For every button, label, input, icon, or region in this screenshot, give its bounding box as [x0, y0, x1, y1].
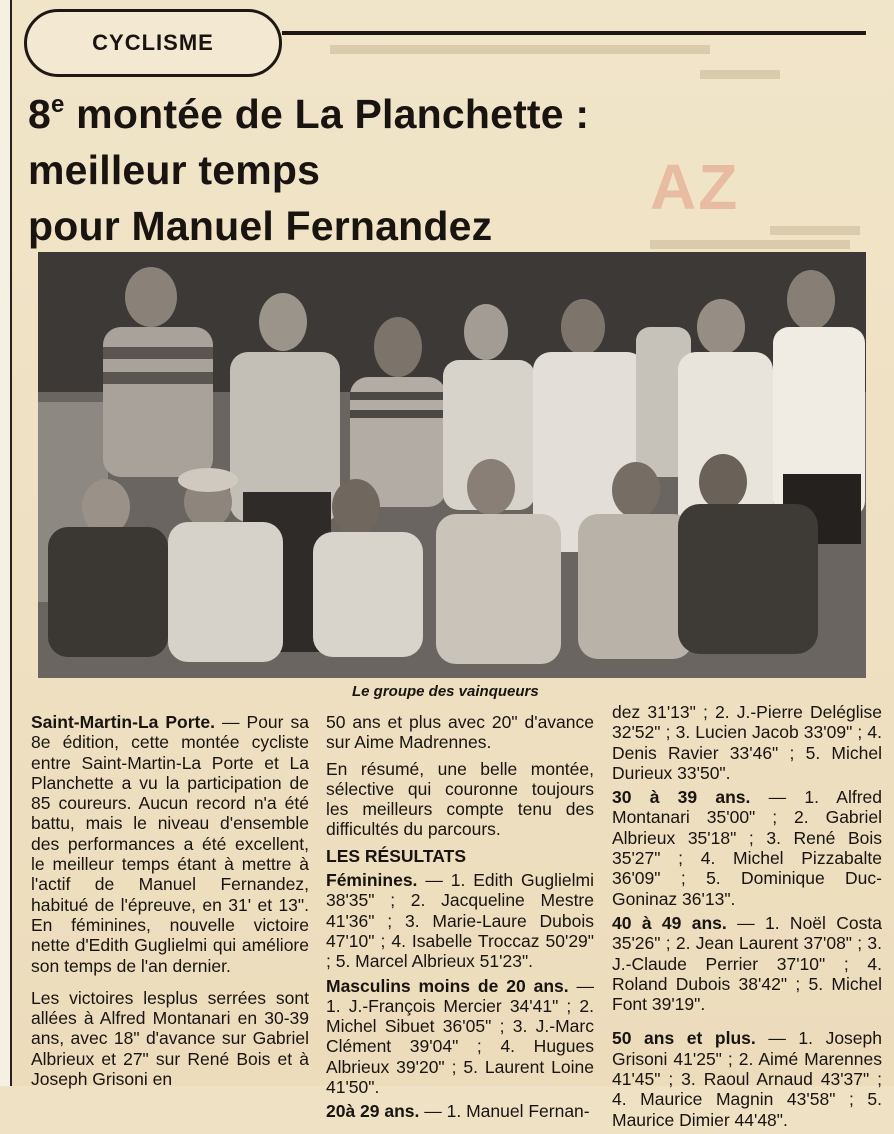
- paragraph-text: — Pour sa 8e édition, cette montée cycliste entre Saint-Martin-La Porte et La Planchette a vu la participation de 85 coureurs. Aucun record n'a été battu, mais le niveau d'ensemble des performances a été excellent, le meilleur temps étant à mettre à l'actif de Manuel Fernandez, habitué de l'épreuve, en 31' et 13". En féminines, nouvelle victoire nette d'Edith Guglielmi qui améliore son temps de l'an dernier.: [31, 712, 309, 976]
- headline-line-3: pour Manuel Fernandez: [28, 203, 493, 249]
- headline: [28, 86, 808, 254]
- result-text: — 1. Joseph Grisoni 41'25" ; 2. Aimé Marennes 41'45" ; 3. Raoul Arnaud 43'37" ; 4. Maurice Magnin 43'58" ; 5. Maurice Dimier 44'48".: [612, 1028, 882, 1130]
- group-photo: [38, 252, 866, 678]
- result-30-39: [612, 787, 882, 909]
- result-text: — 1. Manuel Fernan-: [419, 1101, 590, 1122]
- photo-caption: Le groupe des vainqueurs: [352, 683, 539, 700]
- result-50-plus: [612, 1028, 882, 1129]
- article-paragraph-3: 50 ans et plus avec 20" d'avance sur Aime Madrennes.: [326, 712, 594, 753]
- article-paragraph-4: En résumé, une belle montée, sélective qui couronne toujours les meilleurs compte tenu des difficultés du parcours.: [326, 758, 594, 840]
- dateline: Saint-Martin-La Porte.: [31, 712, 215, 732]
- section-rule: [282, 31, 866, 35]
- result-text: — 1. Alfred Montanari 35'00" ; 2. Gabriel Albrieux 35'18" ; 3. René Bois 35'27" ; 4. Michel Pizzabalte 36'09" ; 5. Dominique Duc-Goninaz 36'13".: [612, 787, 882, 909]
- headline-line-2: meilleur temps: [28, 147, 321, 193]
- article-column-3: [612, 702, 882, 1134]
- section-label: CYCLISME: [92, 30, 214, 55]
- section-tag: [24, 9, 282, 77]
- photo-figures: [38, 252, 866, 678]
- result-20-29-start: [326, 1101, 594, 1121]
- article-paragraph-1: [31, 712, 309, 976]
- headline-number: 8: [28, 91, 52, 137]
- result-category: Masculins moins de 20 ans.: [326, 975, 569, 996]
- result-category: 30 à 39 ans.: [612, 787, 751, 808]
- column-rule: [10, 0, 12, 1086]
- result-text: — 1. Noël Costa 35'26" ; 2. Jean Laurent 37'08" ; 3. J.-Claude Perrier 37'10" ; 4. Roland Dubois 38'42" ; 5. Michel Font 39'19".: [612, 912, 882, 1015]
- result-category: Féminines.: [326, 870, 418, 891]
- result-feminines: [326, 870, 594, 971]
- results-heading: LES RÉSULTATS: [326, 845, 466, 866]
- bleed-through-text: AZ: [650, 151, 740, 223]
- article-column-2: [326, 712, 594, 1126]
- article-column-1: [31, 712, 309, 1095]
- bleed-through-line: [700, 70, 780, 79]
- page-margin: [0, 0, 10, 1086]
- headline-text: montée de La Planchette :: [64, 91, 590, 137]
- article-paragraph-2: Les victoires lesplus serrées sont allées à Alfred Montanari en 30-39 ans, avec 18" d'avance sur Gabriel Albrieux et 27" sur René Bois et à Joseph Grisoni en: [31, 987, 309, 1090]
- result-under-20: [326, 976, 594, 1098]
- headline-line-1: [28, 86, 808, 142]
- result-category: 40 à 49 ans.: [612, 912, 727, 933]
- result-category: 50 ans et plus.: [612, 1028, 756, 1049]
- result-category: 20à 29 ans.: [326, 1101, 420, 1122]
- result-text: — 1. Edith Guglielmi 38'35" ; 2. Jacqueline Mestre 41'36" ; 3. Marie-Laure Dubois 47'10" ; 4. Isabelle Troccaz 50'29" ; 5. Marcel Albrieux 51'23".: [326, 870, 594, 972]
- headline-superscript: e: [51, 91, 65, 118]
- bleed-through-line: [330, 45, 710, 54]
- result-40-49: [612, 913, 882, 1014]
- result-text: — 1. J.-François Mercier 34'41" ; 2. Michel Sibuet 36'05" ; 3. J.-Marc Clément 39'04" ; 4. Hugues Albrieux 39'20" ; 5. Laurent Loine 41'50".: [326, 975, 594, 1098]
- result-20-29-end: dez 31'13" ; 2. J.-Pierre Deléglise 32'52" ; 3. Lucien Jacob 33'09" ; 4. Denis Ravier 33'46" ; 5. Michel Durieux 33'50".: [612, 702, 882, 783]
